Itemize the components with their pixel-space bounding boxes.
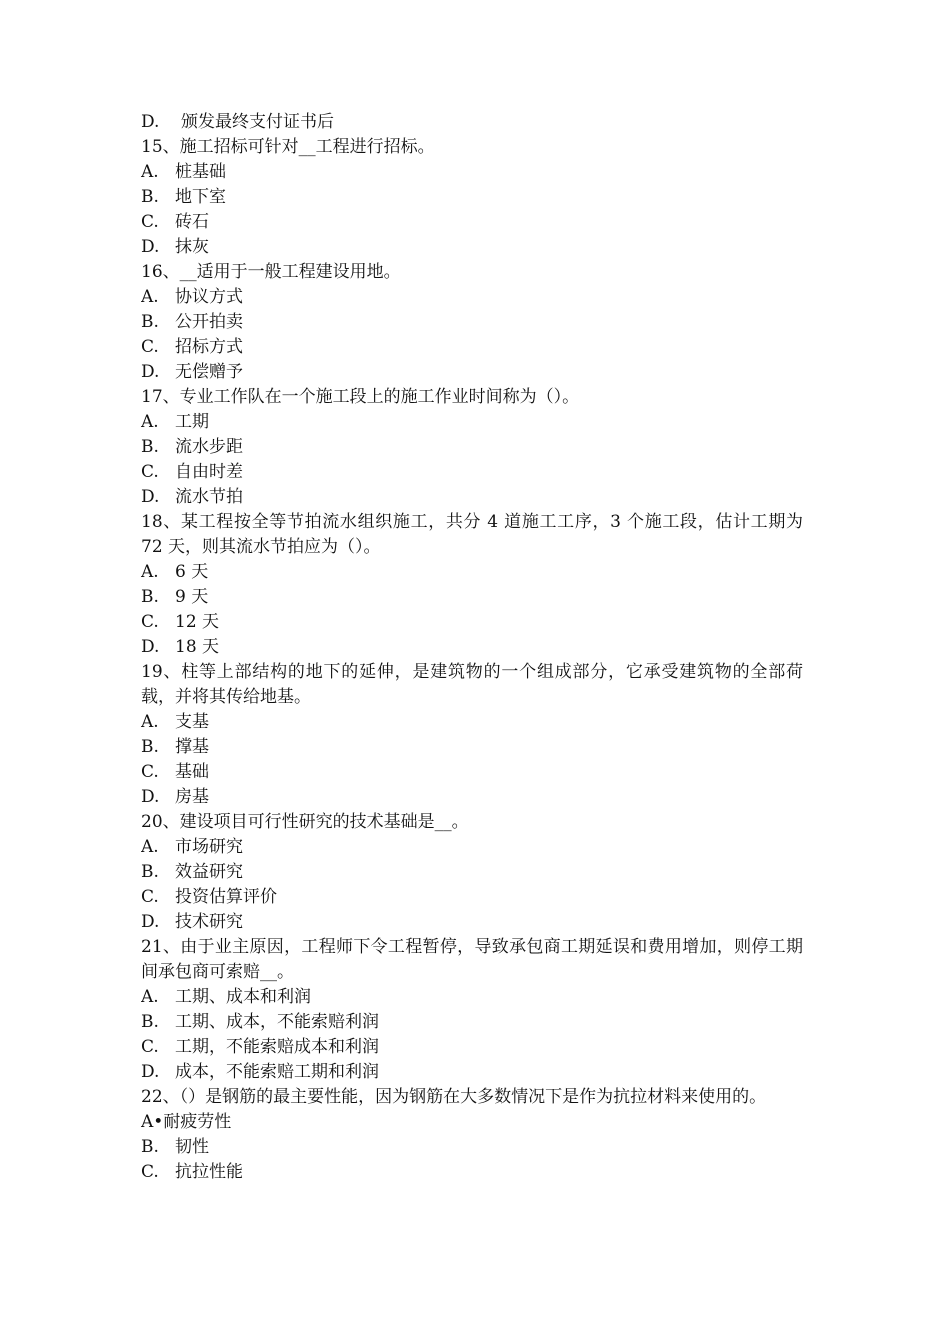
question-21-stem: 21、由于业主原因，工程师下令工程暂停，导致承包商工期延误和费用增加，则停工期间承包商可索赔__。 — [141, 937, 803, 982]
question-22-option-a — [141, 1110, 803, 1135]
option-text: 工期，不能索赔成本和利润 — [175, 1037, 379, 1057]
question-22-option-b — [141, 1135, 803, 1160]
question-16-option-b — [141, 310, 803, 335]
option-text: 支基 — [175, 712, 209, 732]
option-label: B. — [141, 587, 159, 607]
question-17-option-d — [141, 485, 803, 510]
question-16-option-d — [141, 360, 803, 385]
question-16-option-a — [141, 285, 803, 310]
option-label: A. — [141, 162, 159, 182]
option-text: 6 天 — [175, 562, 209, 582]
question-19-option-b — [141, 735, 803, 760]
option-label: A. — [141, 712, 159, 732]
option-label: B. — [141, 312, 159, 332]
question-16-stem: 16、__适用于一般工程建设用地。 — [141, 262, 401, 282]
option-label: C. — [141, 762, 159, 782]
option-label: C. — [141, 1162, 159, 1182]
option-text: 技术研究 — [175, 912, 243, 932]
question-22-stem: 22、（）是钢筋的最主要性能，因为钢筋在大多数情况下是作为抗拉材料来使用的。 — [141, 1087, 767, 1107]
option-text: 撑基 — [175, 737, 209, 757]
option-label: D. — [141, 1062, 160, 1082]
option-label: C. — [141, 212, 159, 232]
option-text: 市场研究 — [175, 837, 243, 857]
option-text: 协议方式 — [175, 287, 243, 307]
option-text: 自由时差 — [175, 462, 243, 482]
option-label: D. — [141, 487, 160, 507]
option-label: B. — [141, 437, 159, 457]
option-text: 工期 — [175, 412, 209, 432]
option-text: 公开拍卖 — [175, 312, 243, 332]
option-text: 工期、成本，不能索赔利润 — [175, 1012, 379, 1032]
question-21-option-d — [141, 1060, 803, 1085]
option-text: 地下室 — [175, 187, 226, 207]
option-label: D. — [141, 637, 160, 657]
question-19-option-d — [141, 785, 803, 810]
option-label: A. — [141, 287, 159, 307]
question-17-option-a — [141, 410, 803, 435]
option-text: 无偿赠予 — [175, 362, 243, 382]
option-label: A• — [141, 1112, 164, 1132]
option-text: 砖石 — [175, 212, 209, 232]
question-15-option-b — [141, 185, 803, 210]
question-17-stem: 17、专业工作队在一个施工段上的施工作业时间称为（）。 — [141, 387, 580, 407]
question-18-option-c — [141, 610, 803, 635]
question-15-option-d — [141, 235, 803, 260]
question-16-option-c — [141, 335, 803, 360]
question-21-option-c — [141, 1035, 803, 1060]
option-label: C. — [141, 887, 159, 907]
option-text: 流水步距 — [175, 437, 243, 457]
option-label: C. — [141, 1037, 159, 1057]
question-20-option-a — [141, 835, 803, 860]
question-18-option-a — [141, 560, 803, 585]
question-20-stem: 20、建设项目可行性研究的技术基础是__。 — [141, 812, 469, 832]
question-15-option-c — [141, 210, 803, 235]
question-19-option-c — [141, 760, 803, 785]
option-text: 桩基础 — [175, 162, 226, 182]
option-label: D. — [141, 912, 160, 932]
question-18-option-d — [141, 635, 803, 660]
question-20-option-d — [141, 910, 803, 935]
option-text: 18 天 — [175, 637, 220, 657]
exam-content — [141, 110, 803, 1185]
option-text: 招标方式 — [175, 337, 243, 357]
question-17-option-c — [141, 460, 803, 485]
question-22-option-c — [141, 1160, 803, 1185]
option-label: C. — [141, 462, 159, 482]
option-text: 耐疲劳性 — [163, 1112, 232, 1132]
option-label: A. — [141, 412, 159, 432]
option-text: 抹灰 — [175, 237, 209, 257]
option-label: D. — [141, 237, 160, 257]
option-text: 基础 — [175, 762, 209, 782]
question-21-option-a — [141, 985, 803, 1010]
question-19-stem: 19、柱等上部结构的地下的延伸，是建筑物的一个组成部分，它承受建筑物的全部荷载，并将其传给地基。 — [141, 662, 803, 707]
option-text: 颁发最终支付证书后 — [181, 112, 334, 132]
option-label: B. — [141, 862, 159, 882]
question-18-option-b — [141, 585, 803, 610]
question-18-stem: 18、某工程按全等节拍流水组织施工，共分 4 道施工工序，3 个施工段，估计工期为 72 天，则其流水节拍应为（）。 — [141, 512, 803, 557]
option-label: B. — [141, 187, 159, 207]
option-label: B. — [141, 1012, 159, 1032]
option-text: 韧性 — [175, 1137, 209, 1157]
option-label: A. — [141, 562, 159, 582]
question-20-option-b — [141, 860, 803, 885]
option-label: C. — [141, 612, 159, 632]
option-label: D. — [141, 112, 160, 132]
option-text: 投资估算评价 — [175, 887, 277, 907]
option-label: B. — [141, 737, 159, 757]
option-label: A. — [141, 987, 159, 1007]
question-15-stem: 15、施工招标可针对__工程进行招标。 — [141, 137, 435, 157]
option-text: 抗拉性能 — [175, 1162, 243, 1182]
question-17-option-b — [141, 435, 803, 460]
option-label: A. — [141, 837, 159, 857]
option-text: 效益研究 — [175, 862, 243, 882]
option-d-prev — [141, 110, 803, 135]
question-15-option-a — [141, 160, 803, 185]
option-label: C. — [141, 337, 159, 357]
option-label: D. — [141, 362, 160, 382]
option-text: 9 天 — [175, 587, 209, 607]
option-text: 成本，不能索赔工期和利润 — [175, 1062, 379, 1082]
option-text: 工期、成本和利润 — [175, 987, 311, 1007]
option-label: B. — [141, 1137, 159, 1157]
option-text: 房基 — [175, 787, 209, 807]
question-19-option-a — [141, 710, 803, 735]
question-21-option-b — [141, 1010, 803, 1035]
question-20-option-c — [141, 885, 803, 910]
option-label: D. — [141, 787, 160, 807]
option-text: 12 天 — [175, 612, 220, 632]
option-text: 流水节拍 — [175, 487, 243, 507]
